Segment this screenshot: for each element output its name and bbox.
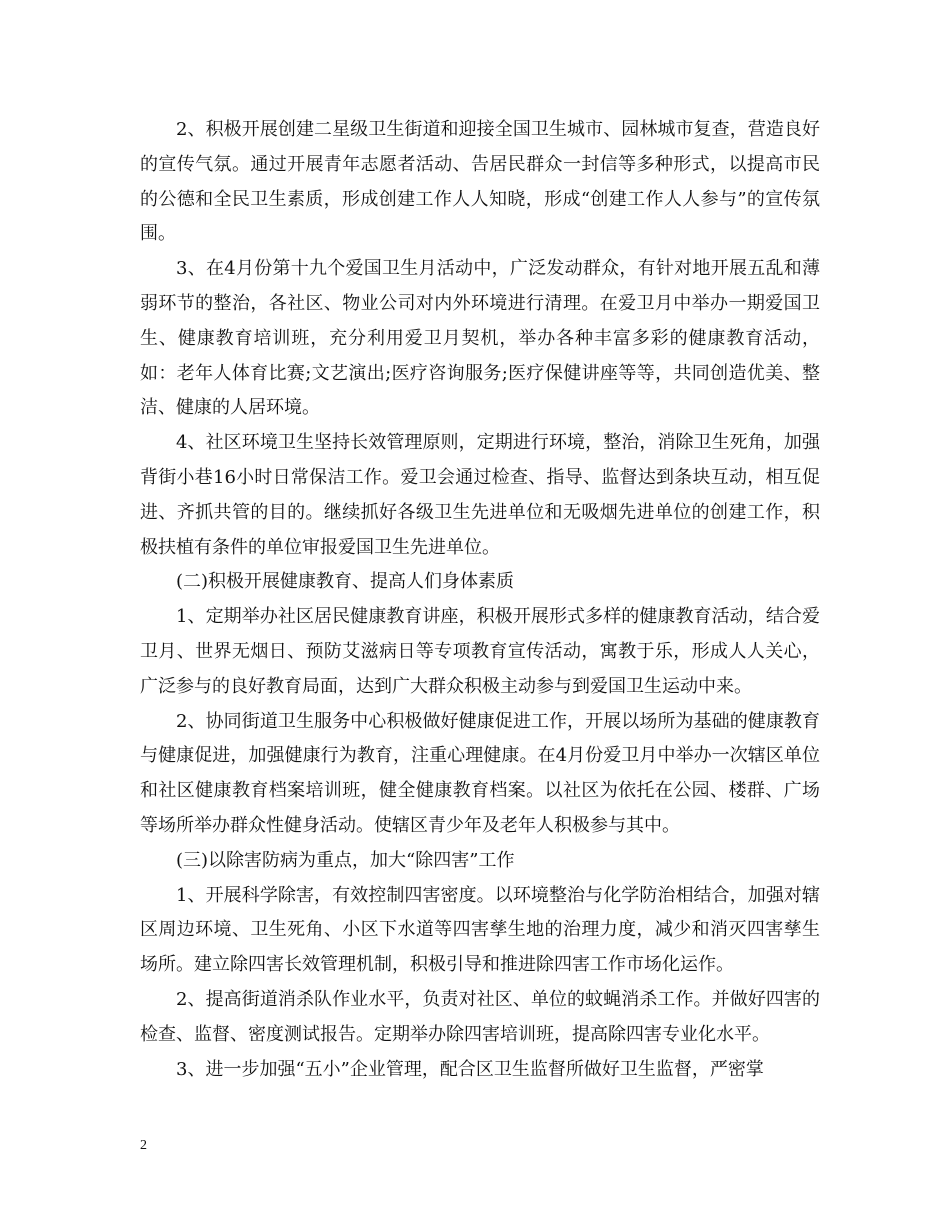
paragraph-item-3: 3、在4月份第十九个爱国卫生月活动中，广泛发动群众，有针对地开展五乱和薄弱环节的整治，各社区、物业公司对内外环境进行清理。在爱卫月中举办一期爱国卫生、健康教育培训班，充分利用爱卫月契机，举办各种丰富多彩的健康教育活动，如：老年人体育比赛;文艺演出;医疗咨询服务;医疗保健讲座等等，共同创造优美、整洁、健康的人居环境。 (140, 258, 820, 419)
page-number: 2 (140, 1138, 147, 1153)
paragraph-pest-3: 3、进一步加强“五小”企业管理，配合区卫生监督所做好卫生监督，严密掌 (176, 1058, 764, 1080)
paragraph-item-4: 4、社区环境卫生坚持长效管理原则，定期进行环境，整治，消除卫生死角，加强背街小巷16小时日常保洁工作。爱卫会通过检查、指导、监督达到条块互动，相互促进、齐抓共管的目的。继续抓好各级卫生先进单位和无吸烟先进单位的创建工作，积极扶植有条件的单位审报爱国卫生先进单位。 (140, 432, 820, 558)
paragraph-health-2: 2、协同街道卫生服务中心积极做好健康促进工作，开展以场所为基础的健康教育与健康促进，加强健康行为教育，注重心理健康。在4月份爱卫月中举办一次辖区单位和社区健康教育档案培训班，健全健康教育档案。以社区为依托在公园、楼群、广场等场所举办群众性健身活动。使辖区青少年及老年人积极参与其中。 (140, 710, 820, 836)
paragraph-pest-2: 2、提高街道消杀队作业水平，负责对社区、单位的蚊蝇消杀工作。并做好四害的检查、监督、密度测试报告。定期举办除四害培训班，提高除四害专业化水平。 (140, 988, 820, 1045)
document-body (140, 113, 820, 1087)
paragraph-health-1: 1、定期举办社区居民健康教育讲座，积极开展形式多样的健康教育活动，结合爱卫月、世界无烟日、预防艾滋病日等专项教育宣传活动，寓教于乐，形成人人关心，广泛参与的良好教育局面，达到广大群众积极主动参与到爱国卫生运动中来。 (140, 606, 820, 697)
paragraph-item-2: 2、积极开展创建二星级卫生街道和迎接全国卫生城市、园林城市复查，营造良好的宣传气氛。通过开展青年志愿者活动、告居民群众一封信等多种形式，以提高市民的公德和全民卫生素质，形成创建工作人人知晓，形成“创建工作人人参与”的宣传氛围。 (140, 119, 820, 245)
section-heading-3: (三)以除害防病为重点，加大“除四害”工作 (176, 849, 515, 871)
paragraph-pest-1: 1、开展科学除害，有效控制四害密度。以环境整治与化学防治相结合，加强对辖区周边环境、卫生死角、小区下水道等四害孳生地的治理力度，减少和消灭四害孳生场所。建立除四害长效管理机制，积极引导和推进除四害工作市场化运作。 (140, 884, 820, 976)
section-heading-2: (二)积极开展健康教育、提高人们身体素质 (176, 571, 515, 593)
